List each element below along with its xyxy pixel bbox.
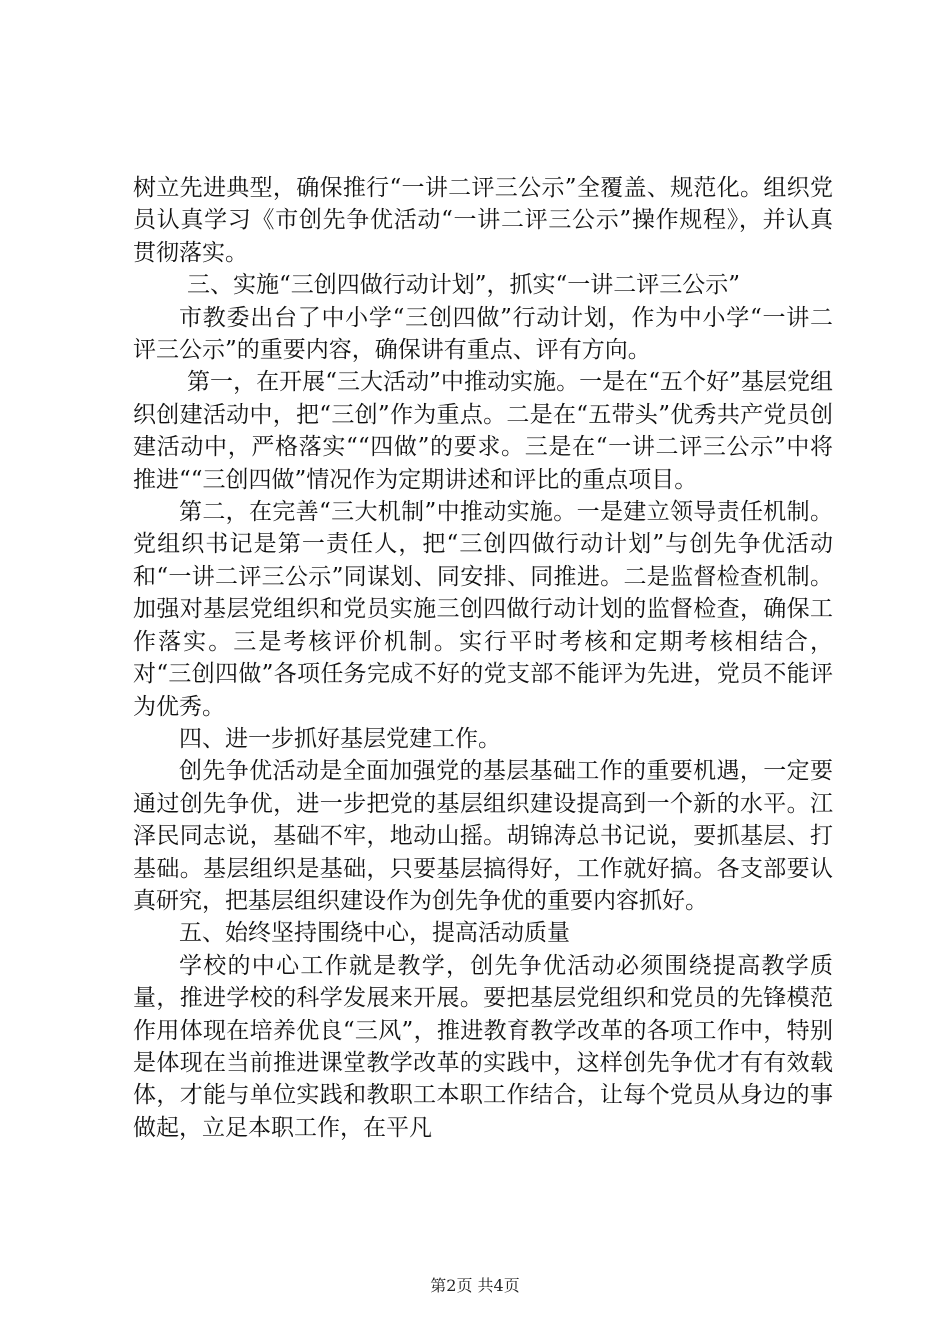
paragraph-first-point: 第一，在开展“三大活动”中推动实施。一是在“五个好”基层党组织创建活动中，把“三创”作为重点。二是在“五带头”优秀共产党员创建活动中，严格落实““四做”的要求。三是在“一讲二评三公示”中将推进““三创四做”情况作为定期讲述和评比的重点项目。 <box>133 369 833 493</box>
paragraph-second-point: 第二，在完善“三大机制”中推动实施。一是建立领导责任机制。党组织书记是第一责任人，把“三创四做行动计划”与创先争优活动和“一讲二评三公示”同谋划、同安排、同推进。二是监督检查机制。加强对基层党组织和党员实施三创四做行动计划的监督检查，确保工作落实。三是考核评价机制。实行平时考核和定期考核相结合，对“三创四做”各项任务完成不好的党支部不能评为先进，党员不能评为优秀。 <box>133 499 833 720</box>
section-heading-four: 四、进一步抓好基层党建工作。 <box>179 725 501 752</box>
section-heading-three: 三、实施“三创四做行动计划”，抓实“一讲二评三公示” <box>187 272 741 299</box>
paragraph-city-education-plan: 市教委出台了中小学“三创四做”行动计划，作为中小学“一讲二评三公示”的重要内容，确保讲有重点、评有方向。 <box>133 304 833 364</box>
section-heading-five: 五、始终坚持围绕中心，提高活动质量 <box>179 920 570 947</box>
page-number-footer: 第2页 共4页 <box>430 1276 520 1295</box>
paragraph-continuation: 树立先进典型，确保推行“一讲二评三公示”全覆盖、规范化。组织党员认真学习《市创先争优活动“一讲二评三公示”操作规程》，并认真贯彻落实。 <box>133 175 833 266</box>
paragraph-teaching-center: 学校的中心工作就是教学，创先争优活动必须围绕提高教学质量，推进学校的科学发展来开展。要把基层党组织和党员的先锋模范作用体现在培养优良“三风”，推进教育教学改革的各项工作中，特别是体现在当前推进课堂教学改革的实践中，这样创先争优才有有效载体，才能与单位实践和教职工本职工作结合，让每个党员从身边的事做起，立足本职工作，在平凡 <box>133 952 833 1141</box>
document-body <box>133 172 833 1144</box>
paragraph-grassroots: 创先争优活动是全面加强党的基层基础工作的重要机遇，一定要通过创先争优，进一步把党的基层组织建设提高到一个新的水平。江泽民同志说，基础不牢，地动山摇。胡锦涛总书记说，要抓基层、打基础。基层组织是基础，只要基层搞得好，工作就好搞。各支部要认真研究，把基层组织建设作为创先争优的重要内容抓好。 <box>133 758 833 914</box>
